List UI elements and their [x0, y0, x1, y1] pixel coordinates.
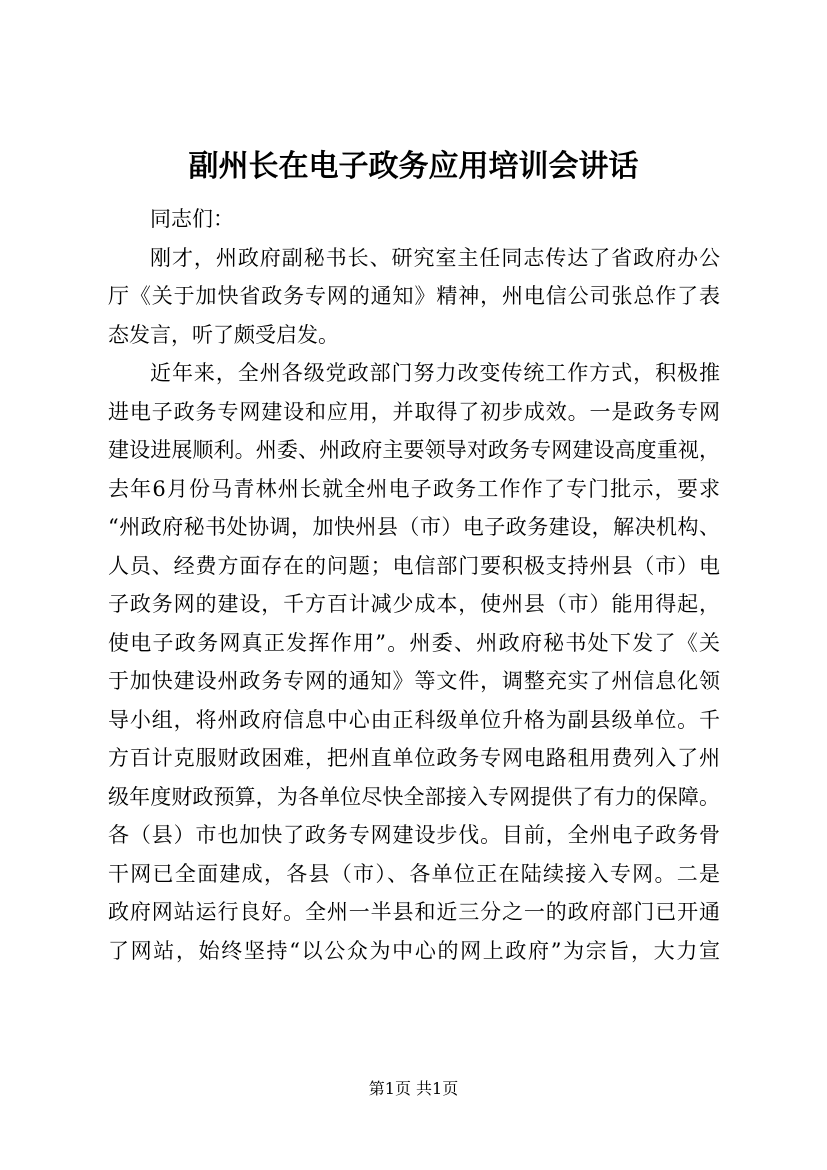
paragraph-line: 人员、经费方面存在的问题；电信部门要积极支持州县（市）电	[108, 553, 720, 578]
paragraph-line: 干网已全面建成，各县（市）、各单位正在陆续接入专网。二是	[108, 861, 720, 886]
paragraph-line: 态发言，听了颇受启发。	[108, 322, 339, 347]
paragraph-line: 导小组，将州政府信息中心由正科级单位升格为副县级单位。千	[108, 707, 720, 732]
salutation-line: 同志们：	[150, 207, 234, 231]
paragraph-line: “州政府秘书处协调，加快州县（市）电子政务建设，解决机构、	[108, 515, 720, 539]
paragraph-line: 建设进展顺利。州委、州政府主要领导对政务专网建设高度重视，	[108, 438, 720, 462]
paragraph-line: 政府网站运行良好。全州一半县和近三分之一的政府部门已开通	[108, 900, 720, 924]
paragraph-line: 子政务网的建设，千方百计减少成本，使州县（市）能用得起，	[108, 592, 720, 616]
paragraph-line: 去年6月份马青林州长就全州电子政务工作作了专门批示，要求	[108, 476, 720, 501]
paragraph-line: 于加快建设州政务专网的通知》等文件，调整充实了州信息化领	[108, 669, 720, 693]
paragraph-line: 厅《关于加快省政务专网的通知》精神，州电信公司张总作了表	[108, 284, 720, 308]
document-title: 副州长在电子政务应用培训会讲话	[188, 149, 639, 184]
page-number-footer: 第1页 共1页	[368, 1079, 459, 1098]
paragraph-line: 进电子政务专网建设和应用，并取得了初步成效。一是政务专网	[108, 399, 720, 424]
paragraph-line: 方百计克服财政困难，把州直单位政务专网电路租用费列入了州	[108, 746, 720, 770]
document-body	[108, 200, 720, 970]
paragraph-line: 级年度财政预算，为各单位尽快全部接入专网提供了有力的保障。	[108, 784, 720, 809]
paragraph-line: 使电子政务网真正发挥作用”。州委、州政府秘书处下发了《关	[108, 630, 720, 655]
paragraph-line: 近年来，全州各级党政部门努力改变传统工作方式，积极推	[150, 361, 720, 385]
paragraph-line: 刚才，州政府副秘书长、研究室主任同志传达了省政府办公	[150, 245, 720, 270]
paragraph-line: 各（县）市也加快了政务专网建设步伐。目前，全州电子政务骨	[108, 823, 720, 847]
paragraph-line: 了网站，始终坚持“以公众为中心的网上政府”为宗旨，大力宣	[108, 938, 720, 963]
